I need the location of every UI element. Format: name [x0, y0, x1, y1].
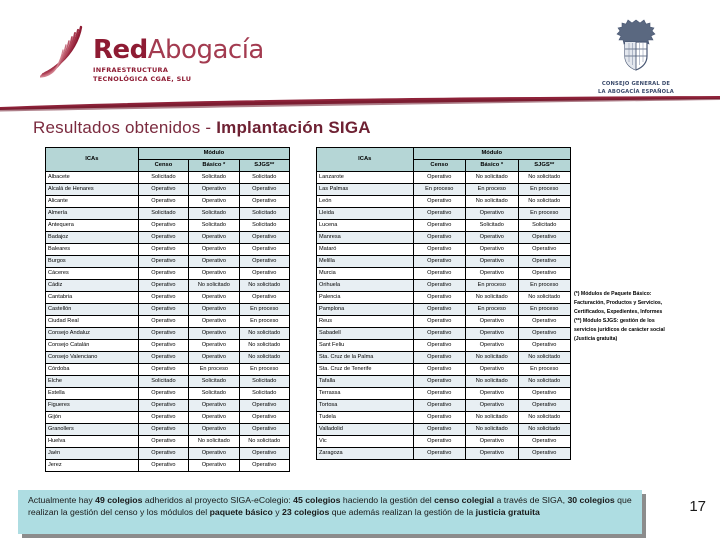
cell-ica-name: Melilla — [317, 256, 414, 268]
cell-sjgs: Operativo — [239, 400, 289, 412]
cell-ica-name: Cádiz — [46, 280, 139, 292]
logo-word-abogacia: Abogacía — [147, 35, 264, 65]
cell-ica-name: Sta. Cruz de la Palma — [317, 352, 414, 364]
cell-basico: Operativo — [466, 364, 518, 376]
cell-sjgs: Solicitado — [239, 208, 289, 220]
table-row — [46, 268, 290, 280]
cell-ica-name: Baleares — [46, 244, 139, 256]
cell-sjgs: Operativo — [518, 316, 571, 328]
cell-sjgs: No solicitado — [518, 412, 571, 424]
col-header-basico: Básico * — [466, 160, 518, 172]
cell-ica-name: Murcia — [317, 268, 414, 280]
cell-basico: En proceso — [466, 304, 518, 316]
table-row — [317, 220, 571, 232]
cell-censo: Operativo — [138, 268, 188, 280]
summary-seg-1: Actualmente hay — [28, 495, 96, 505]
footnotes-block — [574, 290, 718, 345]
cell-censo: Operativo — [138, 328, 188, 340]
table-row — [46, 412, 290, 424]
cell-censo: Operativo — [413, 424, 465, 436]
spanish-bar-crest-icon — [580, 18, 692, 79]
cell-censo: Operativo — [413, 352, 465, 364]
cell-censo: Solicitado — [138, 208, 188, 220]
table-row — [46, 244, 290, 256]
table-row — [317, 400, 571, 412]
cell-ica-name: Sabadell — [317, 328, 414, 340]
footnote-line-4: (**) Módulo SJGS: gestión de los — [574, 318, 655, 325]
cell-sjgs: No solicitado — [518, 172, 571, 184]
summary-seg-4: a través de SIGA, — [494, 495, 568, 505]
cell-sjgs: No solicitado — [518, 376, 571, 388]
cell-ica-name: Albacete — [46, 172, 139, 184]
cell-basico: Operativo — [189, 232, 239, 244]
table-row — [317, 448, 571, 460]
table-row — [46, 304, 290, 316]
table-row — [46, 220, 290, 232]
cell-basico: No solicitado — [466, 196, 518, 208]
table-row — [46, 256, 290, 268]
cell-censo: Operativo — [413, 280, 465, 292]
table-row — [317, 388, 571, 400]
page-title-normal: Resultados obtenidos - — [33, 118, 217, 137]
summary-bold-6: 23 colegios — [282, 507, 330, 518]
cell-ica-name: Figueres — [46, 400, 139, 412]
cell-basico: Operativo — [189, 400, 239, 412]
cell-censo: Operativo — [413, 220, 465, 232]
table-row — [46, 328, 290, 340]
table-row — [317, 268, 571, 280]
cell-ica-name: Consejo Catalán — [46, 340, 139, 352]
cell-basico: No solicitado — [466, 292, 518, 304]
slide-header — [0, 0, 720, 112]
cell-ica-name: León — [317, 196, 414, 208]
cell-sjgs: Operativo — [518, 448, 571, 460]
cell-sjgs: Solicitado — [239, 172, 289, 184]
cell-censo: Operativo — [138, 364, 188, 376]
table-row — [46, 184, 290, 196]
cell-sjgs: Solicitado — [518, 220, 571, 232]
summary-seg-7: que además realizan la gestión de la — [329, 507, 476, 518]
cell-censo: Solicitado — [138, 376, 188, 388]
table-row — [317, 304, 571, 316]
cell-ica-name: Castellón — [46, 304, 139, 316]
table-row — [317, 244, 571, 256]
cell-censo: Operativo — [138, 304, 188, 316]
cell-censo: Operativo — [138, 292, 188, 304]
cell-sjgs: Operativo — [239, 292, 289, 304]
cell-sjgs: En proceso — [518, 280, 571, 292]
cell-censo: Operativo — [138, 412, 188, 424]
footnote-line-2: Facturación, Productos y Servicios, — [574, 300, 663, 307]
cell-sjgs: Operativo — [239, 196, 289, 208]
cell-ica-name: Tudela — [317, 412, 414, 424]
table-row — [46, 352, 290, 364]
cell-sjgs: Operativo — [518, 436, 571, 448]
table-row — [317, 232, 571, 244]
table-row — [46, 172, 290, 184]
cell-basico: En proceso — [466, 184, 518, 196]
cell-ica-name: Las Palmas — [317, 184, 414, 196]
cell-ica-name: Reus — [317, 316, 414, 328]
redabogacia-wordmark — [93, 24, 264, 84]
table-row — [46, 208, 290, 220]
cell-basico: Operativo — [189, 328, 239, 340]
summary-bold-2: 45 colegios — [293, 495, 341, 505]
cell-basico: Operativo — [466, 436, 518, 448]
cell-censo: Solicitado — [138, 172, 188, 184]
cell-sjgs: No solicitado — [518, 292, 571, 304]
table-row — [46, 376, 290, 388]
cell-censo: Operativo — [413, 316, 465, 328]
summary-seg-3: haciendo la gestión del — [340, 495, 435, 505]
cell-censo: Operativo — [138, 244, 188, 256]
table-body-left — [46, 172, 290, 472]
cell-ica-name: Alcalá de Henares — [46, 184, 139, 196]
cell-ica-name: Lucena — [317, 220, 414, 232]
cell-basico: Operativo — [189, 268, 239, 280]
cell-sjgs: En proceso — [239, 316, 289, 328]
table-row — [46, 400, 290, 412]
col-header-icas: ICAs — [46, 148, 139, 172]
cell-ica-name: Orihuela — [317, 280, 414, 292]
cell-basico: Operativo — [466, 388, 518, 400]
cell-censo: Operativo — [138, 232, 188, 244]
table-row — [317, 376, 571, 388]
cell-basico: Operativo — [189, 460, 239, 472]
cell-sjgs: Operativo — [518, 268, 571, 280]
cell-censo: Operativo — [413, 448, 465, 460]
cell-ica-name: Pamplona — [317, 304, 414, 316]
cell-censo: Operativo — [138, 184, 188, 196]
cell-censo: Operativo — [138, 196, 188, 208]
cgae-logo — [580, 18, 692, 97]
table-row — [317, 436, 571, 448]
redabogacia-swoosh-icon — [40, 24, 90, 78]
col-header-sjgs: SJGS** — [518, 160, 571, 172]
cell-sjgs: Operativo — [239, 256, 289, 268]
cell-basico: Operativo — [189, 256, 239, 268]
bottom-summary-banner — [18, 490, 642, 534]
cell-basico: Solicitado — [189, 172, 239, 184]
cgae-caption-line-1: CONSEJO GENERAL DE — [601, 81, 671, 87]
cell-basico: No solicitado — [466, 172, 518, 184]
cell-censo: Operativo — [138, 316, 188, 328]
cell-ica-name: Consejo Valenciano — [46, 352, 139, 364]
table-row — [317, 340, 571, 352]
table-row — [46, 460, 290, 472]
table-row — [46, 448, 290, 460]
summary-bold-1: 49 colegios — [95, 495, 143, 505]
cell-ica-name: Gijón — [46, 412, 139, 424]
table-row — [317, 292, 571, 304]
cell-sjgs: Operativo — [239, 412, 289, 424]
cell-sjgs: No solicitado — [239, 280, 289, 292]
cell-sjgs: En proceso — [518, 364, 571, 376]
redabogacia-logo — [40, 24, 264, 84]
cell-ica-name: Lanzarote — [317, 172, 414, 184]
cell-sjgs: Operativo — [518, 256, 571, 268]
cell-censo: Operativo — [413, 172, 465, 184]
summary-seg-5: que realizan la gestión del censo y los módulos del — [28, 495, 632, 518]
table-row — [317, 328, 571, 340]
table-row — [46, 340, 290, 352]
summary-bold-5: paquete básico — [209, 507, 273, 518]
cell-basico: Operativo — [189, 304, 239, 316]
table-row — [46, 388, 290, 400]
cell-ica-name: Tortosa — [317, 400, 414, 412]
cell-sjgs: Operativo — [239, 232, 289, 244]
cell-sjgs: No solicitado — [518, 352, 571, 364]
cell-ica-name: Manresa — [317, 232, 414, 244]
cell-ica-name: Sant Feliu — [317, 340, 414, 352]
cell-censo: Operativo — [138, 340, 188, 352]
table-row — [317, 184, 571, 196]
implantacion-table-right — [316, 147, 571, 460]
cell-basico: Operativo — [466, 328, 518, 340]
cell-censo: Operativo — [138, 436, 188, 448]
col-header-modulo: Módulo — [138, 148, 289, 160]
table-row — [46, 292, 290, 304]
cell-sjgs: En proceso — [518, 184, 571, 196]
cell-censo: En proceso — [413, 184, 465, 196]
cell-sjgs: En proceso — [239, 304, 289, 316]
cell-ica-name: Ciudad Real — [46, 316, 139, 328]
cell-ica-name: Valladolid — [317, 424, 414, 436]
cell-basico: Operativo — [189, 448, 239, 460]
table-row — [46, 364, 290, 376]
cell-sjgs: No solicitado — [518, 424, 571, 436]
cell-basico: Operativo — [466, 340, 518, 352]
cell-ica-name: Badajoz — [46, 232, 139, 244]
cell-ica-name: Zaragoza — [317, 448, 414, 460]
page-title — [33, 118, 371, 138]
cell-sjgs: No solicitado — [518, 196, 571, 208]
col-header-modulo: Módulo — [413, 148, 570, 160]
cell-censo: Operativo — [413, 388, 465, 400]
cell-censo: Operativo — [413, 232, 465, 244]
cell-basico: Operativo — [466, 400, 518, 412]
header-divider-swoosh — [0, 96, 720, 112]
cell-basico: Operativo — [466, 268, 518, 280]
table-row — [46, 196, 290, 208]
cell-basico: Operativo — [466, 316, 518, 328]
cell-ica-name: Huelva — [46, 436, 139, 448]
summary-seg-6: y — [272, 507, 282, 518]
cell-censo: Operativo — [413, 244, 465, 256]
summary-bold-4: 30 colegios — [567, 495, 615, 505]
table-row — [317, 424, 571, 436]
cell-ica-name: Granollers — [46, 424, 139, 436]
cell-censo: Operativo — [413, 196, 465, 208]
cell-sjgs: Operativo — [239, 268, 289, 280]
cell-basico: Solicitado — [189, 220, 239, 232]
cell-censo: Operativo — [413, 400, 465, 412]
cell-ica-name: Palencia — [317, 292, 414, 304]
cell-sjgs: Operativo — [239, 424, 289, 436]
cell-basico: Solicitado — [189, 208, 239, 220]
cell-basico: Solicitado — [466, 220, 518, 232]
cell-basico: Operativo — [466, 232, 518, 244]
cell-sjgs: En proceso — [518, 208, 571, 220]
cell-censo: Operativo — [138, 424, 188, 436]
cell-sjgs: Operativo — [239, 184, 289, 196]
cell-ica-name: Jerez — [46, 460, 139, 472]
page-number: 17 — [689, 498, 706, 515]
table-row — [46, 436, 290, 448]
col-header-basico: Básico * — [189, 160, 239, 172]
logo-subtitle-line-1: INFRAESTRUCTURA — [93, 66, 169, 74]
cell-censo: Operativo — [413, 256, 465, 268]
summary-seg-2: adheridos al proyecto SIGA-eColegio: — [142, 495, 294, 505]
cgae-caption-line-2: LA ABOGACÍA ESPAÑOLA — [597, 88, 675, 95]
implantacion-table-left — [45, 147, 290, 472]
cell-basico: Operativo — [189, 352, 239, 364]
table-row — [317, 172, 571, 184]
cell-ica-name: Córdoba — [46, 364, 139, 376]
table-row — [317, 208, 571, 220]
cell-basico: No solicitado — [189, 436, 239, 448]
table-row — [317, 412, 571, 424]
cell-basico: No solicitado — [466, 412, 518, 424]
cell-basico: Operativo — [189, 196, 239, 208]
table-row — [46, 424, 290, 436]
cell-ica-name: Elche — [46, 376, 139, 388]
cell-ica-name: Vic — [317, 436, 414, 448]
cell-sjgs: No solicitado — [239, 352, 289, 364]
cell-censo: Operativo — [413, 208, 465, 220]
cell-ica-name: Estella — [46, 388, 139, 400]
cell-sjgs: No solicitado — [239, 340, 289, 352]
cell-ica-name: Almería — [46, 208, 139, 220]
cell-basico: Operativo — [189, 244, 239, 256]
footnote-line-6: (Justicia gratuita) — [574, 336, 618, 343]
cell-ica-name: Terrassa — [317, 388, 414, 400]
cell-sjgs: Operativo — [518, 388, 571, 400]
table-row — [317, 196, 571, 208]
cell-basico: Operativo — [189, 292, 239, 304]
cell-basico: Operativo — [466, 244, 518, 256]
cell-basico: Operativo — [189, 424, 239, 436]
cell-ica-name: Cáceres — [46, 268, 139, 280]
cell-basico: Operativo — [189, 412, 239, 424]
table-row — [317, 316, 571, 328]
cell-sjgs: Operativo — [239, 244, 289, 256]
summary-bold-3: censo colegial — [434, 495, 495, 505]
cell-censo: Operativo — [138, 280, 188, 292]
cell-basico: Operativo — [189, 340, 239, 352]
cell-sjgs: No solicitado — [239, 436, 289, 448]
cell-ica-name: Consejo Andaluz — [46, 328, 139, 340]
cell-basico: No solicitado — [466, 352, 518, 364]
footnote-line-3: Certificados, Expedientes, Informes — [574, 309, 663, 316]
cell-censo: Operativo — [138, 220, 188, 232]
cell-sjgs: En proceso — [518, 304, 571, 316]
cell-ica-name: Lleida — [317, 208, 414, 220]
cell-basico: Solicitado — [189, 388, 239, 400]
cell-basico: Operativo — [466, 448, 518, 460]
cell-sjgs: Operativo — [518, 340, 571, 352]
cell-censo: Operativo — [413, 364, 465, 376]
cell-censo: Operativo — [138, 256, 188, 268]
table-row — [317, 280, 571, 292]
summary-bold-7: justicia gratuita — [475, 507, 540, 518]
cell-sjgs: Operativo — [518, 232, 571, 244]
cell-basico: No solicitado — [466, 376, 518, 388]
col-header-icas: ICAs — [317, 148, 414, 172]
cell-sjgs: Solicitado — [239, 388, 289, 400]
cell-censo: Operativo — [138, 352, 188, 364]
cell-censo: Operativo — [413, 268, 465, 280]
cell-censo: Operativo — [138, 388, 188, 400]
cell-censo: Operativo — [413, 376, 465, 388]
logo-word-red: Red — [93, 35, 148, 65]
cell-sjgs: Solicitado — [239, 220, 289, 232]
cell-sjgs: Operativo — [518, 244, 571, 256]
cell-ica-name: Alicante — [46, 196, 139, 208]
cell-sjgs: No solicitado — [239, 328, 289, 340]
cell-censo: Operativo — [413, 412, 465, 424]
cell-sjgs: Solicitado — [239, 376, 289, 388]
cell-ica-name: Burgos — [46, 256, 139, 268]
col-header-censo: Censo — [413, 160, 465, 172]
table-row — [46, 316, 290, 328]
table-row — [46, 280, 290, 292]
cell-censo: Operativo — [413, 340, 465, 352]
cell-ica-name: Mataró — [317, 244, 414, 256]
table-row — [317, 256, 571, 268]
table-body-right — [317, 172, 571, 460]
table-row — [317, 364, 571, 376]
cell-sjgs: Operativo — [518, 400, 571, 412]
logo-subtitle-line-2: TECNOLÓGICA CGAE, SLU — [93, 74, 192, 83]
cell-ica-name: Antequera — [46, 220, 139, 232]
cell-censo: Operativo — [138, 400, 188, 412]
cell-basico: Operativo — [466, 256, 518, 268]
cell-ica-name: Jaén — [46, 448, 139, 460]
cell-basico: No solicitado — [466, 424, 518, 436]
cell-censo: Operativo — [413, 292, 465, 304]
cell-basico: En proceso — [466, 280, 518, 292]
cell-ica-name: Cantabria — [46, 292, 139, 304]
cell-censo: Operativo — [413, 304, 465, 316]
cell-basico: En proceso — [189, 364, 239, 376]
cell-basico: Operativo — [189, 316, 239, 328]
cell-censo: Operativo — [138, 448, 188, 460]
col-header-censo: Censo — [138, 160, 188, 172]
footnote-line-5: servicios jurídicos de carácter social — [574, 327, 665, 334]
cell-sjgs: En proceso — [239, 364, 289, 376]
table-row — [317, 352, 571, 364]
cell-ica-name: Tafalla — [317, 376, 414, 388]
cell-basico: No solicitado — [189, 280, 239, 292]
cell-basico: Solicitado — [189, 376, 239, 388]
cell-censo: Operativo — [413, 436, 465, 448]
table-row — [46, 232, 290, 244]
cell-censo: Operativo — [413, 328, 465, 340]
cell-censo: Operativo — [138, 460, 188, 472]
page-title-bold: Implantación SIGA — [216, 118, 371, 137]
cell-ica-name: Sta. Cruz de Tenerife — [317, 364, 414, 376]
cell-sjgs: Operativo — [518, 328, 571, 340]
cell-sjgs: Operativo — [239, 460, 289, 472]
col-header-sjgs: SJGS** — [239, 160, 289, 172]
cell-sjgs: Operativo — [239, 448, 289, 460]
cell-basico: Operativo — [189, 184, 239, 196]
footnote-line-1: (*) Módulos de Paquete Básico: — [574, 291, 652, 297]
cell-basico: Operativo — [466, 208, 518, 220]
